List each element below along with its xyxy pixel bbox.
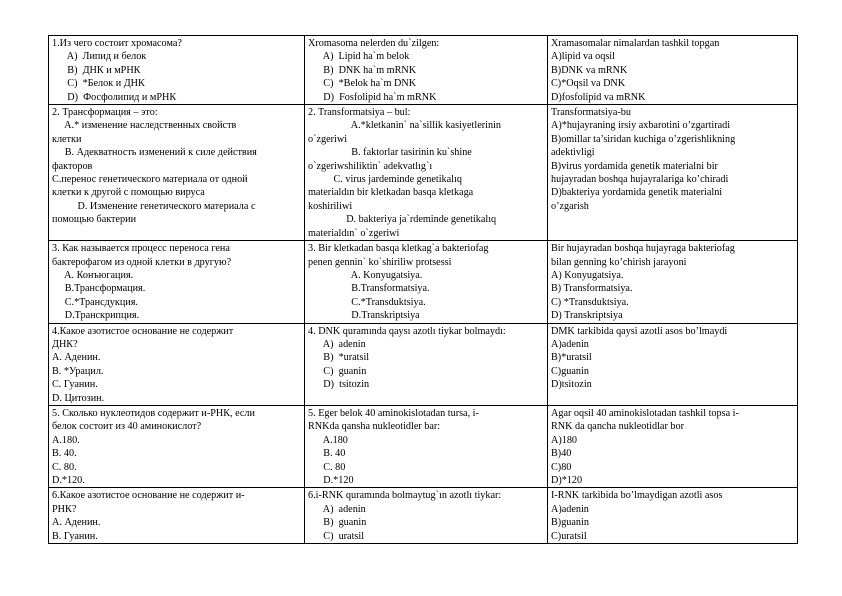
cell-line: D) tsitozin (308, 379, 370, 391)
cell-line: B. *Урацил. (52, 365, 104, 377)
cell-line: B. Гуанин. (52, 530, 98, 542)
cell-line: C)80 (551, 461, 572, 473)
question-row (49, 323, 798, 405)
cell-line: Agar oqsil 40 aminokislotadan tashkil topsa i- (551, 407, 739, 419)
cell-line: D.*120 (308, 475, 354, 486)
cell-line: A)lipid va oqsil (551, 51, 615, 63)
cell-line: A.* изменение наследственных свойств (52, 120, 237, 132)
cell-line: факторов (52, 160, 93, 172)
cell-line: C. 80. (52, 461, 77, 473)
cell-line: B.Трансформация. (52, 283, 146, 295)
cell-line: A) adenin (308, 503, 366, 515)
cell-line: клетки (52, 133, 82, 145)
cell-line: бактерофагом из одной клетки в другую? (52, 256, 232, 268)
cell-line: B)*uratsil (551, 352, 592, 364)
cell-line: Transformatsiya-bu (551, 107, 631, 119)
cell-line: клетки к другой с помощью вируса (52, 187, 205, 199)
uzbek-cell (548, 323, 798, 405)
cell-line: Xromasoma nelerden du`zilgen: (308, 38, 440, 49)
cell-line: D) Фосфолипид и мРНК (52, 91, 177, 103)
cell-line: B)40 (551, 448, 572, 460)
question-row (49, 36, 798, 105)
cell-line: помощью бактерии (52, 214, 137, 226)
cell-line: B) guanin (308, 517, 367, 529)
cell-line: C)uratsil (551, 530, 587, 542)
cell-line: B. 40 (308, 448, 346, 460)
cell-line: C)*Oqsil va DNK (551, 78, 626, 90)
cell-line: o’zgarish (551, 200, 589, 212)
cell-line: bilan genning ko’chirish jarayoni (551, 256, 687, 268)
russian-cell (49, 241, 305, 323)
cell-line: B.Transformatsiya. (308, 283, 430, 295)
cell-line: D.Транскрипция. (52, 310, 140, 322)
cell-line: B) DNK ha`m mRNK (308, 64, 417, 76)
cell-line: D)tsitozin (551, 379, 592, 391)
cell-line: A)180 (551, 434, 578, 446)
cell-line: 5. Eger belok 40 aminokislotadan tursa, i- (308, 407, 479, 419)
cell-line: A. Аденин. (52, 352, 101, 364)
russian-cell (49, 105, 305, 241)
cell-line: RNKda qansha nukleotidler bar: (308, 421, 441, 433)
cell-line: 4. DNK quramında qaysı azotlı tiykar bolmaydı: (308, 325, 506, 337)
cell-line: A. Konyugatsiya. (308, 269, 423, 281)
uzbek-cell (548, 36, 798, 105)
cell-line: B) ДНК и мРНК (52, 64, 141, 76)
cell-line: A. Аденин. (52, 517, 101, 529)
cell-line: C)guanin (551, 365, 589, 377)
cell-line: C) *Belok ha`m DNK (308, 78, 417, 90)
cell-line: ДНК? (52, 338, 78, 350)
russian-cell (49, 488, 305, 544)
cell-line: A)adenin (551, 503, 589, 515)
cell-line: A.*kletkanin` na`sillik kasiyetlerinin (308, 120, 501, 132)
cell-line: A.180 (308, 434, 348, 446)
cell-line: adektivligi (551, 147, 595, 159)
karakalpak-cell (305, 488, 548, 544)
cell-line: B. 40. (52, 448, 77, 460)
cell-line: DMK tarkibida qaysi azotli asos bo’lmaydi (551, 325, 728, 337)
cell-line: 2. Transformatsiya – bul: (308, 107, 411, 119)
cell-line: C) guanin (308, 365, 367, 377)
cell-line: A. Конъюгация. (52, 269, 134, 281)
cell-line: A) Lipid ha`m belok (308, 51, 410, 63)
cell-line: RNK da qancha nukleotidlar bor (551, 421, 684, 433)
cell-line: B)omillar ta’siridan kuchiga o’zgerishlikning (551, 133, 736, 145)
question-row (49, 241, 798, 323)
cell-line: B) Transformatsiya. (551, 283, 633, 295)
cell-line: 4.Какое азотистое основание не содержит (52, 325, 234, 337)
karakalpak-cell (305, 36, 548, 105)
cell-line: D. bakteriya ja`rdeminde genetikalıq (308, 214, 497, 226)
question-row (49, 405, 798, 487)
cell-line: C.*Трансдукция. (52, 296, 138, 308)
cell-line: D. Цитозин. (52, 392, 105, 404)
cell-line: C) uratsil (308, 530, 365, 542)
uzbek-cell (548, 488, 798, 544)
question-row (49, 488, 798, 544)
cell-line: 1.Из чего состоит хромасома? (52, 38, 182, 49)
cell-line: C. 80 (308, 461, 346, 473)
cell-line: 6.i-RNK quramında bolmaytug`ın azotlı tiykar: (308, 490, 502, 502)
cell-line: B)virus yordamida genetik materialni bir (551, 160, 718, 172)
cell-line: 5. Сколько нуклеотидов содержит и-РНК, если (52, 407, 255, 419)
cell-line: penen gennin` ko`shiriliw protsessi (308, 256, 452, 268)
russian-cell (49, 36, 305, 105)
cell-line: C) *Белок и ДНК (52, 78, 145, 90)
cell-line: materialdın` o`zgeriwi (308, 227, 400, 239)
cell-line: A)*hujayraning irsiy axbarotini o’zgartiradi (551, 120, 731, 132)
cell-line: B) *uratsil (308, 352, 370, 364)
cell-line: C.перенос генетического материала от одной (52, 174, 248, 186)
cell-line: Xramasomalar nimalardan tashkil topgan (551, 38, 720, 49)
cell-line: РНК? (52, 503, 77, 515)
karakalpak-cell (305, 405, 548, 487)
question-row (49, 105, 798, 241)
cell-line: B. faktorlar tasirinin ku`shine (308, 147, 472, 159)
cell-line: D) Transkriptsiya (551, 310, 623, 322)
karakalpak-cell (305, 105, 548, 241)
cell-line: C) *Transduktsiya. (551, 296, 629, 308)
cell-line: 3. Как называется процесс переноса гена (52, 243, 230, 255)
question-table (48, 35, 798, 544)
cell-line: B. Адекватность изменений к силе действия (52, 147, 257, 159)
cell-line: D. Изменение генетического материала с (52, 200, 256, 212)
cell-line: D.Transkriptsiya (308, 310, 420, 322)
cell-line: C. Гуанин. (52, 379, 98, 391)
cell-line: A) adenin (308, 338, 366, 350)
russian-cell (49, 405, 305, 487)
cell-line: D.*120. (52, 475, 85, 486)
cell-line: o`zgeriwi (308, 133, 348, 145)
cell-line: A) Konyugatsiya. (551, 269, 624, 281)
cell-line: 3. Bir kletkadan basqa kletkag`a bakteriofag (308, 243, 489, 255)
cell-line: C.*Transduktsiya. (308, 296, 426, 308)
uzbek-cell (548, 105, 798, 241)
cell-line: hujayradan boshqa hujayralariga ko’chiradi (551, 174, 729, 186)
cell-line: D)bakteriya yordamida genetik materialni (551, 187, 723, 199)
cell-line: D) Fosfolipid ha`m mRNK (308, 91, 437, 103)
cell-line: o`zgeriwshiliktin` adekvatlıg`ı (308, 160, 433, 172)
uzbek-cell (548, 405, 798, 487)
cell-line: I-RNK tarkibida bo’lmaydigan azotli asos (551, 490, 723, 502)
cell-line: 2. Трансформация – это: (52, 107, 158, 119)
cell-line: koshiriliwi (308, 200, 353, 212)
karakalpak-cell (305, 323, 548, 405)
karakalpak-cell (305, 241, 548, 323)
cell-line: A) Липид и белок (52, 51, 147, 63)
question-table-body (49, 36, 798, 544)
cell-line: B)guanin (551, 517, 589, 529)
russian-cell (49, 323, 305, 405)
cell-line: materialdın bir kletkadan basqa kletkaga (308, 187, 474, 199)
cell-line: Bir hujayradan boshqa hujayraga bakteriofag (551, 243, 735, 255)
cell-line: B)DNK va mRNK (551, 64, 628, 76)
cell-line: D)*120 (551, 475, 583, 486)
cell-line: C. virus jardeminde genetikalıq (308, 174, 462, 186)
cell-line: белок состоит из 40 аминокислот? (52, 421, 202, 433)
cell-line: A.180. (52, 434, 80, 446)
cell-line: 6.Какое азотистое основание не содержит и- (52, 490, 245, 502)
cell-line: D)fosfolipid va mRNK (551, 91, 646, 103)
uzbek-cell (548, 241, 798, 323)
cell-line: A)adenin (551, 338, 589, 350)
